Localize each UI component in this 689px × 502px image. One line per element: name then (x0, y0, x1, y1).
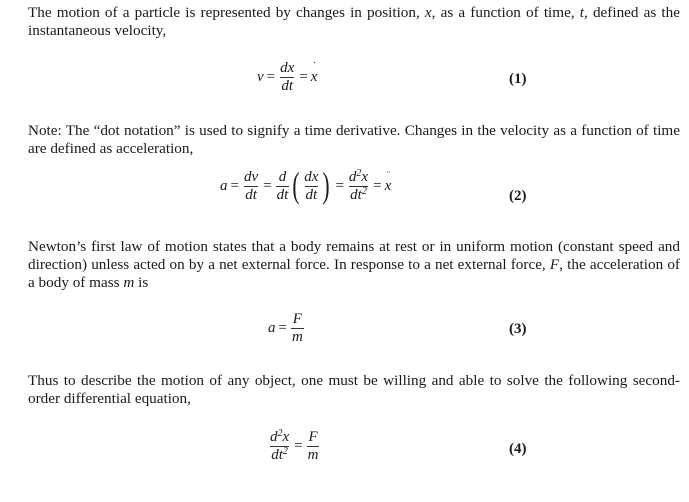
text: , as a function of time, (431, 4, 580, 21)
paragraph-newton-first-law (28, 238, 680, 292)
denominator: m (307, 447, 319, 463)
eq-lhs: v (257, 69, 264, 85)
paragraph-velocity-intro (28, 4, 680, 40)
text: , the acceleration of a body of mass (28, 256, 680, 291)
equals: = (299, 69, 308, 85)
text: The motion of a particle is represented by changes in position, (28, 4, 425, 21)
numerator: dv (243, 169, 259, 185)
denominator: dt (245, 187, 257, 203)
x-dot: ˙ x (311, 69, 318, 86)
superscript: 2 (277, 428, 283, 439)
equals: = (373, 178, 382, 194)
numerator: dx (280, 60, 295, 76)
x: x (282, 429, 290, 445)
denominator: dt (305, 187, 318, 203)
denominator (349, 186, 368, 203)
text: is (134, 274, 149, 291)
equation-number-2: (2) (509, 188, 527, 204)
equation-4 (268, 430, 320, 463)
numerator: F (292, 311, 302, 327)
fraction-F-m (307, 430, 320, 463)
fraction-F-m (291, 312, 304, 345)
numerator: F (308, 429, 318, 445)
equals: = (230, 178, 239, 194)
numerator: dx (304, 169, 319, 185)
numerator (269, 430, 290, 446)
var-x: x (424, 4, 432, 21)
equals: = (263, 178, 272, 194)
equals: = (335, 178, 344, 194)
denominator: dt (276, 187, 289, 203)
eq-lhs: a (220, 178, 228, 194)
equation-1 (257, 61, 317, 94)
text: Newton’s first law of motion states that a body remains at rest or in uniform motion (constant speed and direction) unless acted on by a net external force. In response to a net external force, (28, 238, 680, 273)
denominator (270, 446, 289, 463)
equals: = (294, 438, 303, 454)
dt: dt (350, 187, 362, 203)
eq-lhs: a (268, 320, 276, 336)
equation-number-4: (4) (509, 441, 527, 457)
fraction-dv-dt (243, 170, 259, 203)
numerator: d (278, 169, 287, 185)
equation-2 (220, 164, 392, 205)
superscript: 2 (282, 446, 288, 457)
equals: = (266, 69, 276, 85)
fraction-dx-dt (303, 170, 319, 203)
fraction-d2x-dt2 (269, 430, 290, 463)
right-paren: ) (322, 164, 331, 205)
superscript: 2 (361, 186, 367, 197)
denominator: m (291, 329, 303, 345)
text: , defined as the instantaneous velocity, (28, 4, 680, 39)
equation-3 (268, 312, 305, 345)
paragraph-second-order-ode: Thus to describe the motion of any object, one must be willing and able to solve the following second-order differential equation, (28, 372, 680, 407)
superscript: 2 (356, 168, 362, 179)
fraction-d2x-dt2 (348, 170, 369, 203)
d: d (348, 169, 357, 185)
var-t: t (579, 4, 585, 21)
equation-number-3: (3) (509, 321, 527, 337)
paragraph-dot-notation: Note: The “dot notation” is used to signify a time derivative. Changes in the velocity as a function of time are defined as acceleration, (28, 122, 680, 157)
numerator (348, 170, 369, 186)
var-m: m (123, 274, 135, 291)
fraction-d-dt (276, 170, 290, 203)
d: d (270, 429, 278, 445)
x-double-dot: ¨ x (385, 178, 392, 195)
denominator: dt (281, 78, 294, 94)
x: x (361, 169, 369, 185)
dt: dt (271, 447, 283, 463)
var-F: F (549, 256, 560, 273)
fraction (279, 61, 295, 94)
left-paren: ( (292, 164, 300, 205)
equation-number-1: (1) (509, 71, 527, 87)
equals: = (278, 320, 287, 336)
